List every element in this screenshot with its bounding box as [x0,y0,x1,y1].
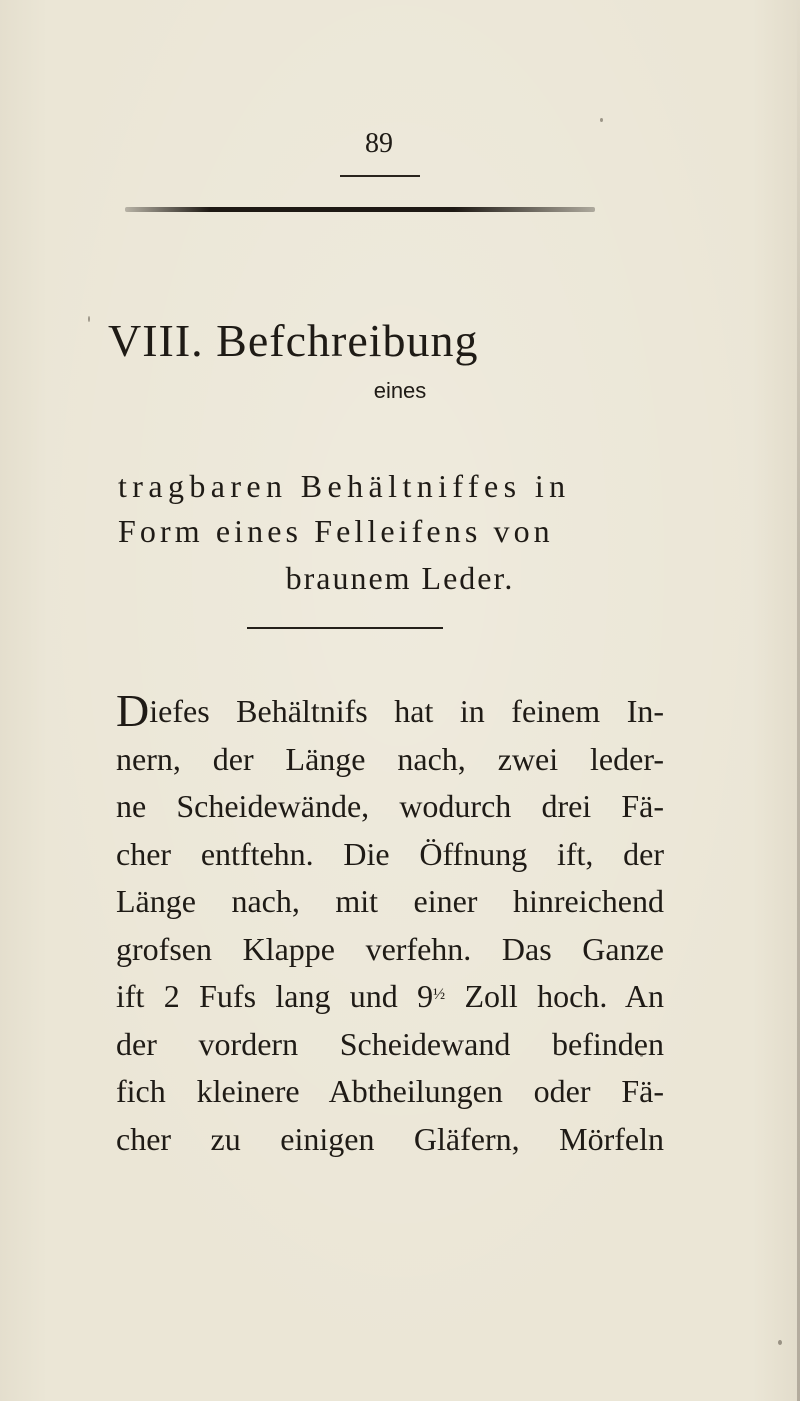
title-line-3: braunem Leder. [285,560,515,596]
body-line-10: cher zu einigen Gläfern, Mörfeln [116,1120,664,1157]
paper-speck [88,316,90,322]
page-number-underline [340,175,420,177]
measure-text-after: Zoll hoch. An [445,978,665,1014]
fraction-half: ½ [433,986,446,1003]
drop-initial: D [116,685,150,736]
measure-text-before: ift 2 Fufs lang und 9 [116,978,434,1014]
body-line-5: Länge nach, mit einer hinreichend [116,883,664,919]
section-divider [247,627,443,629]
body-line-8: der vordern Scheidewand befinden [116,1025,664,1062]
page-number: 89 [365,128,393,159]
chapter-title: VIII. Befchreibung [108,315,479,366]
title-line-2: Form eines Felleifens von [118,513,554,549]
body-line-6: grofsen Klappe verfehn. Das Ganze [116,930,664,967]
header-rule [125,207,595,212]
paper-speck [640,1054,643,1057]
title-line-1: tragbaren Behältniffes in [118,468,571,504]
body-line-3: ne Scheidewände, wodurch drei Fä- [116,788,664,824]
paper-speck [600,118,603,122]
heading-connector: eines [373,378,427,403]
body-paragraph [116,685,665,1163]
body-line-1 [116,685,664,736]
body-line-4: cher entftehn. Die Öffnung ift, der [116,835,664,872]
body-line-1-text: iefes Behältnifs hat in feinem In- [149,693,664,729]
body-line-9: fich kleinere Abtheilungen oder Fä- [116,1073,664,1109]
paper-speck [778,1340,782,1345]
body-line-2: nern, der Länge nach, zwei leder- [116,740,664,777]
body-line-7 [116,973,664,1021]
